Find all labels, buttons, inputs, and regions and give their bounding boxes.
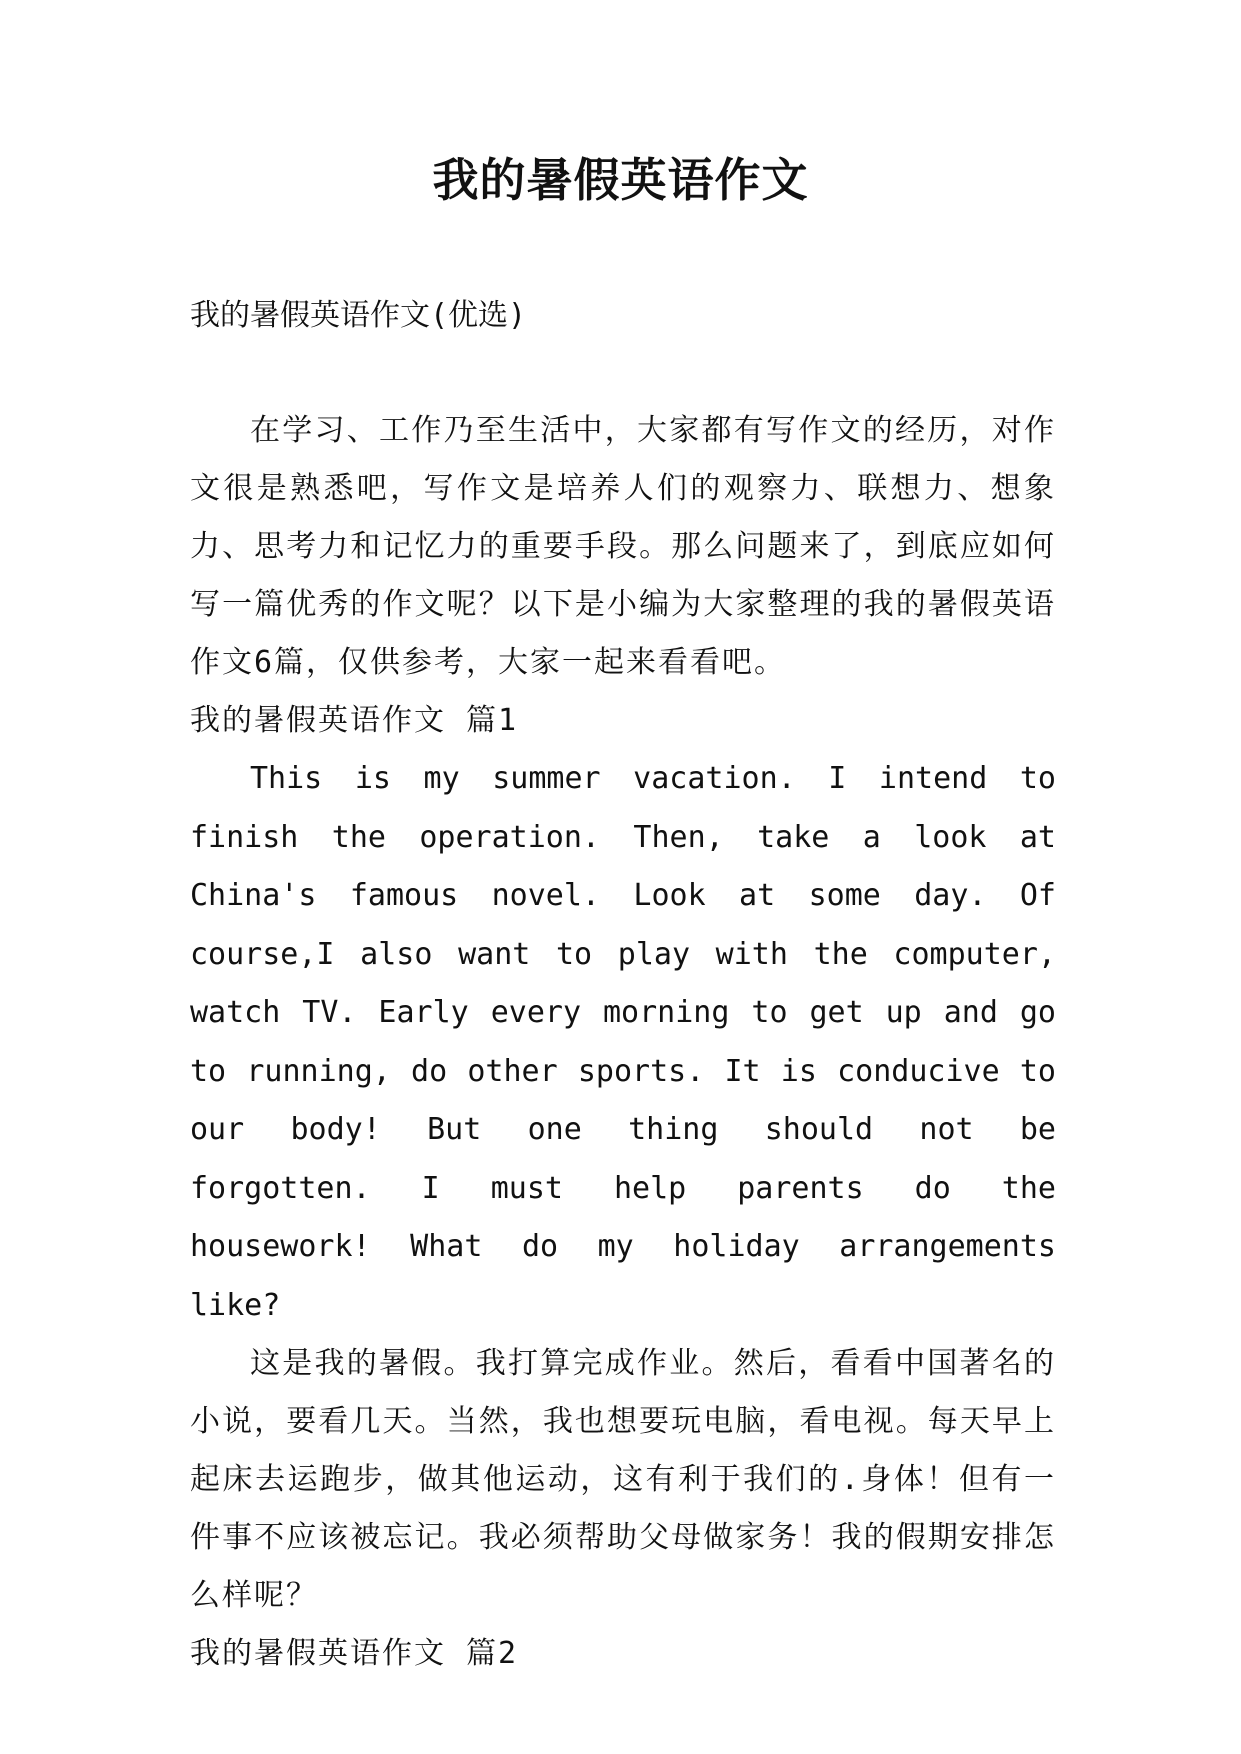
- chinese-translation-paragraph: 这是我的暑假。我打算完成作业。然后，看看中国著名的小说，要看几天。当然，我也想要玩电脑，看电视。每天早上起床去运跑步，做其他运动，这有利于我们的.身体！但有一件事不应该被忘记。我必须帮助父母做家务！我的假期安排怎么样呢？: [190, 1346, 1056, 1613]
- intro-paragraph: 在学习、工作乃至生活中，大家都有写作文的经历，对作文很是熟悉吧，写作文是培养人们的观察力、联想力、想象力、思考力和记忆力的重要手段。那么问题来了，到底应如何写一篇优秀的作文呢？以下是小编为大家整理的我的暑假英语作文6篇，仅供参考，大家一起来看看吧。: [190, 413, 1056, 680]
- section-heading-1: 我的暑假英语作文 篇1: [190, 703, 519, 738]
- spacer: [190, 340, 1056, 402]
- document-title: 我的暑假英语作文: [432, 153, 809, 207]
- english-essay-paragraph: This is my summer vacation. I intend to finish the operation. Then, take a look at China's famous novel. Look at some day. Of course,I also want to play with the computer, watch TV. Early every morning to get up and go to running, do other sports. It is conducive to our body! But one thing should not be forgotten. I must help parents do the housework! What do my holiday arrangements like?: [190, 761, 1056, 1323]
- document-body: [190, 292, 1056, 1683]
- section-heading-2: 我的暑假英语作文 篇2: [190, 1636, 519, 1671]
- document-subtitle: 我的暑假英语作文(优选): [190, 298, 527, 333]
